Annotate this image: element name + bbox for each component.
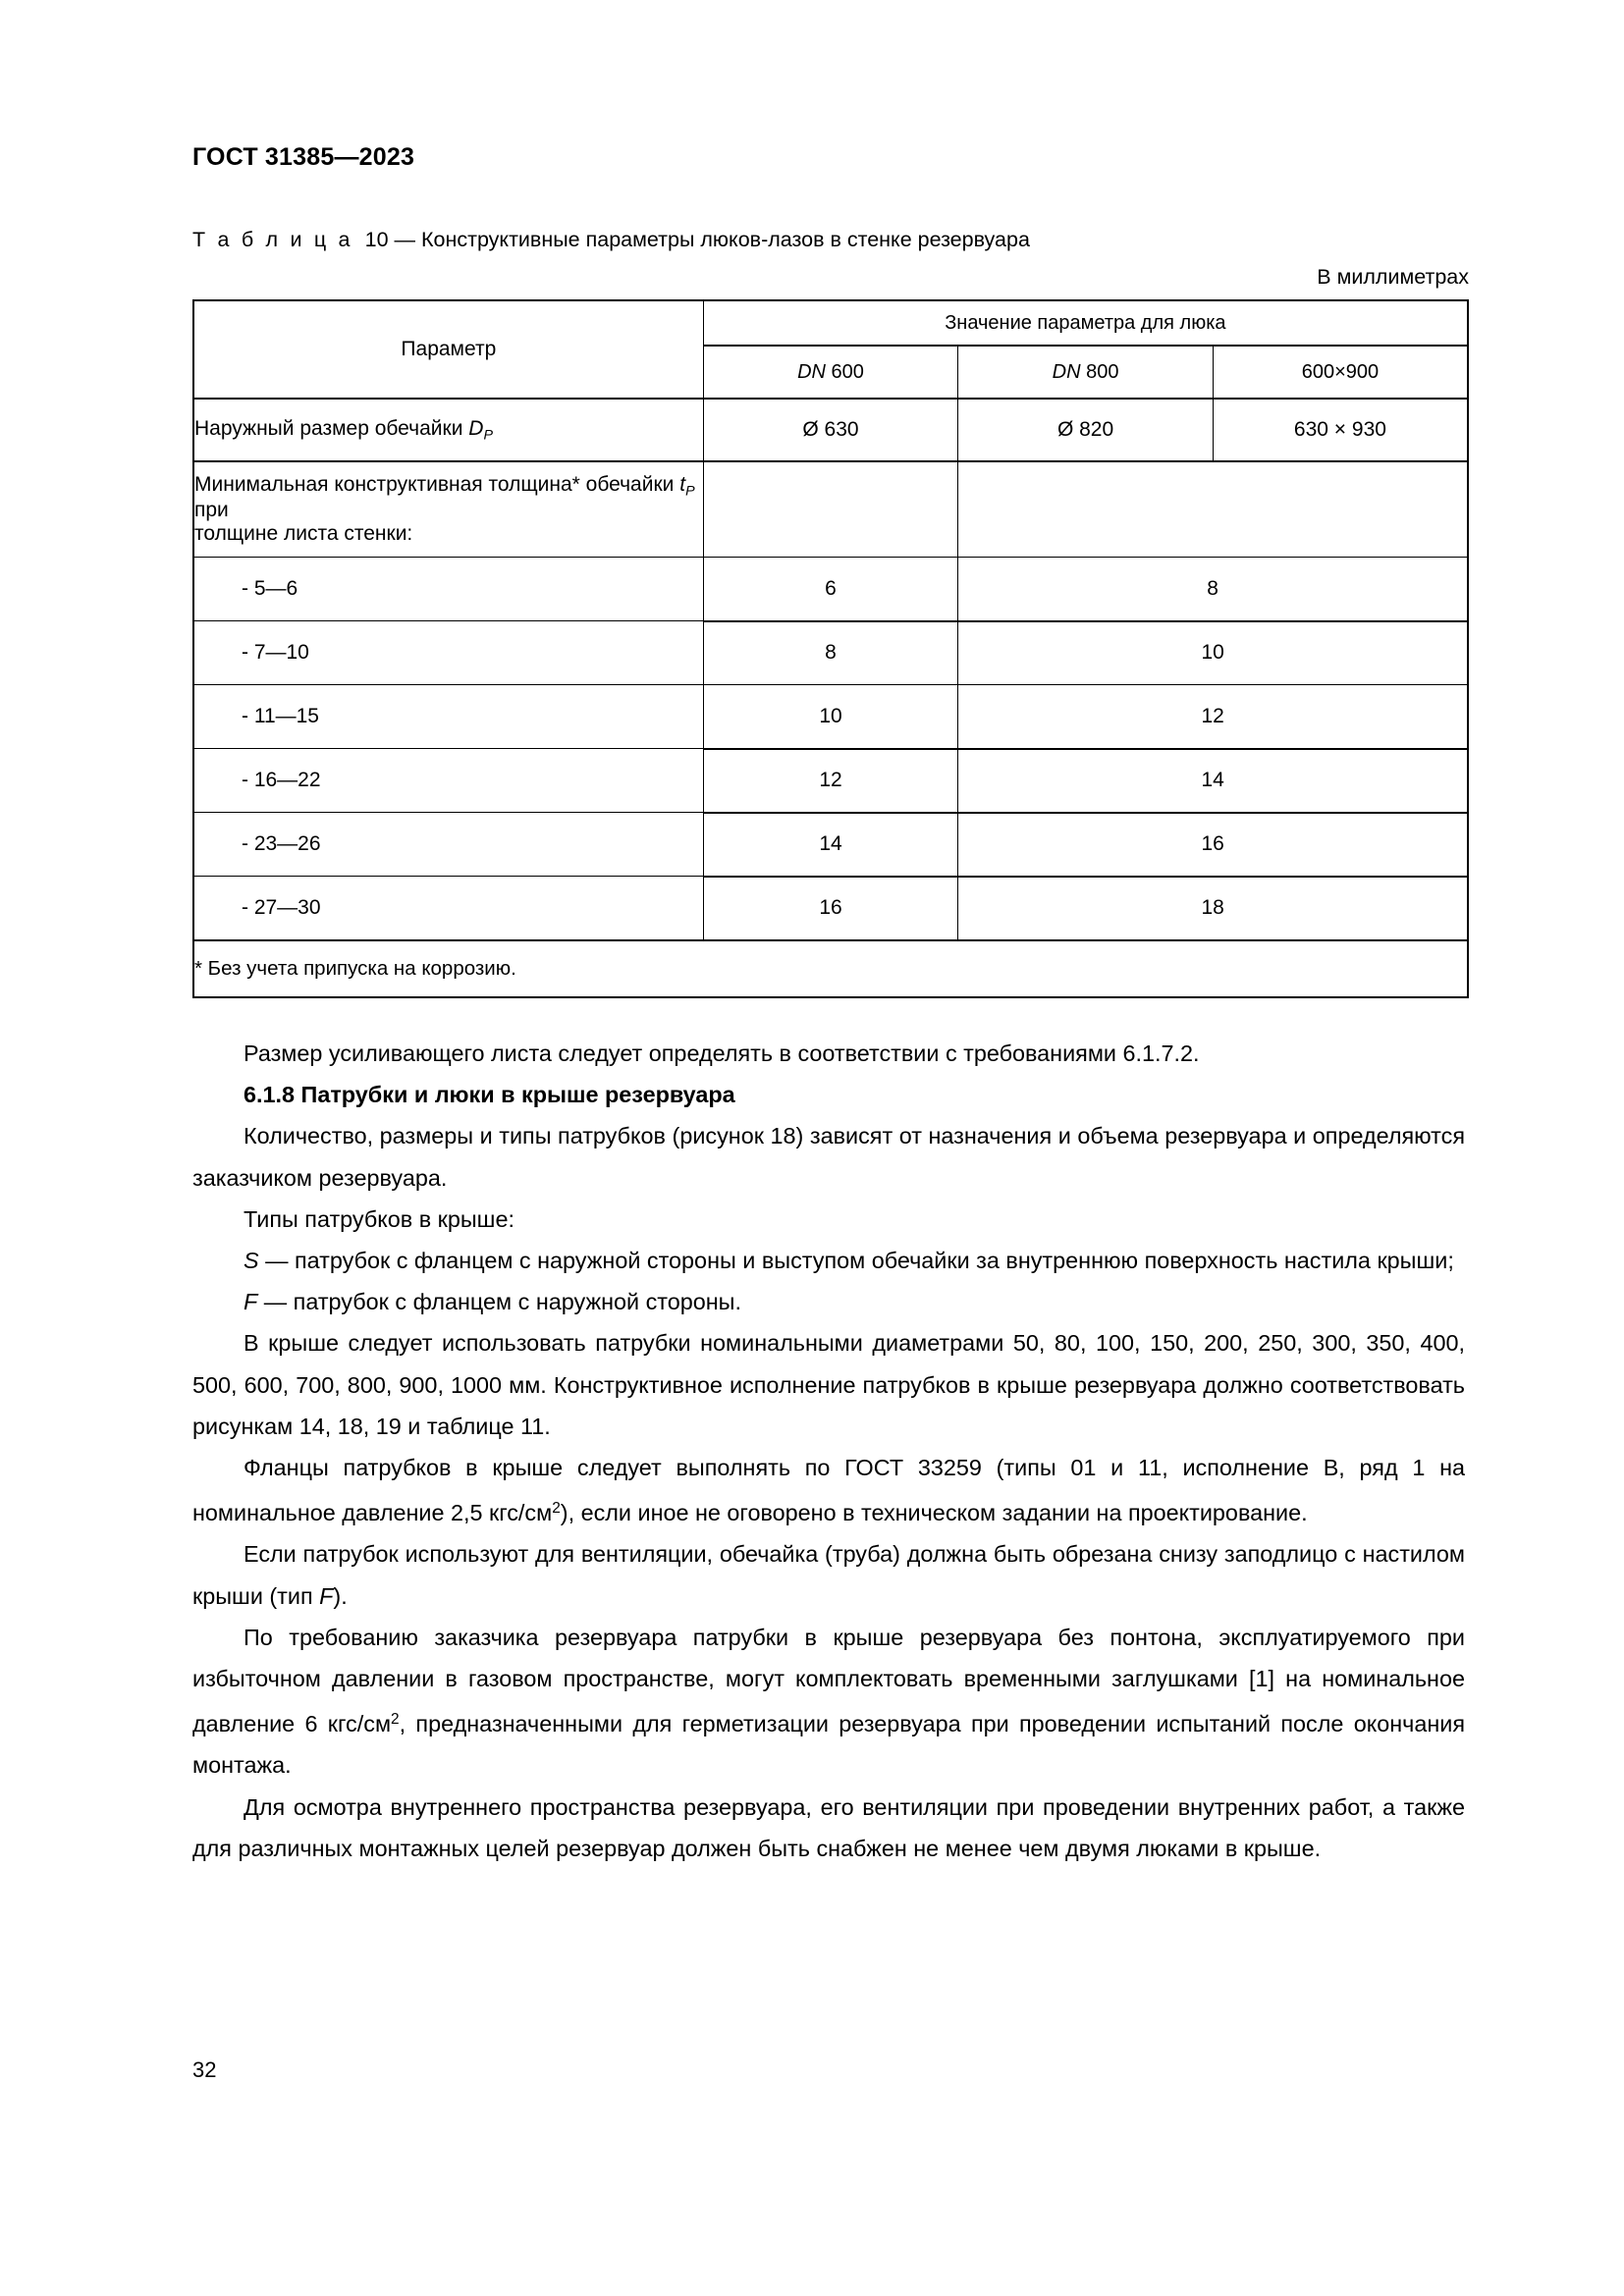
paragraph-1: Размер усиливающего листа следует определять в соответствии с требованиями 6.1.7.2.: [244, 1041, 1200, 1066]
cell-value-small: 16: [703, 877, 958, 941]
cell-value-small: 8: [703, 621, 958, 685]
cell-range-label: - 11—15: [193, 685, 703, 749]
cell-thickness-header-label: [193, 461, 703, 558]
symbol-F: F: [244, 1289, 258, 1315]
paragraph-9: [192, 1617, 1465, 1787]
section-heading-6-1-8: 6.1.8 Патрубки и люки в крыше резервуара: [244, 1082, 735, 1108]
symbol-D-subscript: P: [483, 427, 493, 444]
paragraph-4-text: — патрубок с фланцем с наружной стороны и выступом обечайки за внутреннюю поверхность настила крыши;: [258, 1248, 1454, 1274]
table-row: [193, 558, 1468, 621]
symbol-F: F: [319, 1582, 334, 1609]
cell-outer-size-dn800: Ø 820: [958, 399, 1214, 461]
cell-range-label: - 5—6: [193, 558, 703, 621]
label-text: Наружный размер обечайки: [194, 416, 469, 440]
thickness-line1-a: Минимальная конструктивная толщина* обечайки: [194, 472, 680, 496]
table-row: [193, 749, 1468, 813]
cell-outer-size-label: [193, 399, 703, 461]
symbol-S: S: [244, 1248, 259, 1274]
table-units-note: В миллиметрах: [1317, 265, 1469, 289]
dn-value: 600: [831, 360, 864, 383]
header-cell-param: Параметр: [193, 300, 703, 399]
paragraph-2: Количество, размеры и типы патрубков (рисунок 18) зависят от назначения и объема резервуара и определяются заказчиком резервуара.: [192, 1123, 1465, 1191]
cell-range-label: - 16—22: [193, 749, 703, 813]
cell-range-label: - 23—26: [193, 813, 703, 877]
paragraph-5: [192, 1281, 1465, 1322]
paragraph-8-b: ).: [333, 1582, 348, 1609]
paragraph-3: Типы патрубков в крыше:: [244, 1205, 514, 1232]
paragraph-4: [192, 1240, 1465, 1281]
paragraph-9-a: По требованию заказчика резервуара патрубки в крыше резервуара без понтона, эксплуатируемого при избыточном давлении в газовом пространстве, могут комплектовать временными заглушками [1] на номинальное давление 6 кгс/см: [192, 1624, 1465, 1737]
dn-value: 800: [1086, 360, 1119, 383]
header-cell-600x900: 600×900: [1213, 346, 1468, 399]
header-cell-dn600: [703, 346, 958, 399]
cell-value-wide: 18: [958, 877, 1468, 941]
table-footnote: * Без учета припуска на коррозию.: [193, 940, 1468, 997]
header-cell-group: Значение параметра для люка: [703, 300, 1468, 346]
symbol-t-subscript: P: [685, 483, 695, 500]
cell-value-wide: 16: [958, 813, 1468, 877]
cell-thickness-header-wide: [958, 461, 1468, 558]
cell-value-wide: 12: [958, 685, 1468, 749]
cell-range-label: - 27—30: [193, 877, 703, 941]
cell-value-small: 12: [703, 749, 958, 813]
paragraph-5-text: — патрубок с фланцем с наружной стороны.: [257, 1289, 741, 1315]
header-cell-dn800: [958, 346, 1214, 399]
table-caption-number: 10: [364, 228, 389, 251]
paragraph-9-b: , предназначенными для герметизации резервуара при проведении испытаний после окончания монтажа.: [192, 1711, 1465, 1779]
thickness-line2: толщине листа стенки:: [194, 522, 413, 546]
cell-value-small: 10: [703, 685, 958, 749]
table-row: [193, 877, 1468, 941]
cell-value-small: 6: [703, 558, 958, 621]
cell-value-wide: 10: [958, 621, 1468, 685]
cell-outer-size-dn600: Ø 630: [703, 399, 958, 461]
thickness-line1-b: при: [194, 499, 229, 522]
table-footnote-row: [193, 940, 1468, 997]
running-header: ГОСТ 31385—2023: [192, 143, 415, 171]
table-row: [193, 621, 1468, 685]
page-number: 32: [192, 2057, 217, 2082]
paragraph-7-a: Фланцы патрубков в крыше следует выполнять по ГОСТ 33259 (типы 01 и 11, исполнение В, ряд 1 на номинальное давление 2,5 кгс/см: [192, 1455, 1465, 1526]
paragraph-7-b: ), если иное не оговорено в техническом задании на проектирование.: [560, 1500, 1308, 1526]
symbol-t: t: [679, 472, 686, 496]
table-caption-text: — Конструктивные параметры люков-лазов в стенке резервуара: [394, 228, 1030, 251]
dn-prefix: DN: [797, 360, 826, 383]
table-caption: [192, 228, 1030, 252]
cell-value-wide: 8: [958, 558, 1468, 621]
cell-value-small: 14: [703, 813, 958, 877]
table-row-outer-size: [193, 399, 1468, 461]
cell-value-wide: 14: [958, 749, 1468, 813]
superscript-2: 2: [552, 1500, 561, 1518]
superscript-2: 2: [391, 1711, 400, 1729]
paragraph-8: [192, 1533, 1465, 1616]
symbol-D: D: [468, 416, 484, 440]
paragraph-6: В крыше следует использовать патрубки номинальными диаметрами 50, 80, 100, 150, 200, 250, 300, 350, 400, 500, 600, 700, 800, 900, 1000 мм. Конструктивное исполнение патрубков в крыше резервуара должно соответствовать рисункам 14, 18, 19 и таблице 11.: [192, 1330, 1465, 1439]
paragraph-7: [192, 1447, 1465, 1533]
table-row: [193, 685, 1468, 749]
dn-prefix: DN: [1052, 360, 1081, 383]
cell-thickness-header-small: [703, 461, 958, 558]
paragraph-10: Для осмотра внутреннего пространства резервуара, его вентиляции при проведении внутренних работ, а также для различных монтажных целей резервуар должен быть снабжен не менее чем двумя люками в крыше.: [192, 1793, 1465, 1861]
body-text: [192, 1033, 1465, 1869]
table-row: [193, 813, 1468, 877]
table-header-row-1: [193, 300, 1468, 346]
cell-range-label: - 7—10: [193, 621, 703, 685]
paragraph-8-a: Если патрубок используют для вентиляции, обечайка (труба) должна быть обрезана снизу заподлицо с настилом крыши (тип: [192, 1541, 1465, 1609]
table-row-thickness-header: [193, 461, 1468, 558]
table-10: [192, 299, 1469, 998]
cell-outer-size-600x900: 630 × 930: [1213, 399, 1468, 461]
table-caption-label: Т а б л и ц а: [192, 228, 353, 251]
